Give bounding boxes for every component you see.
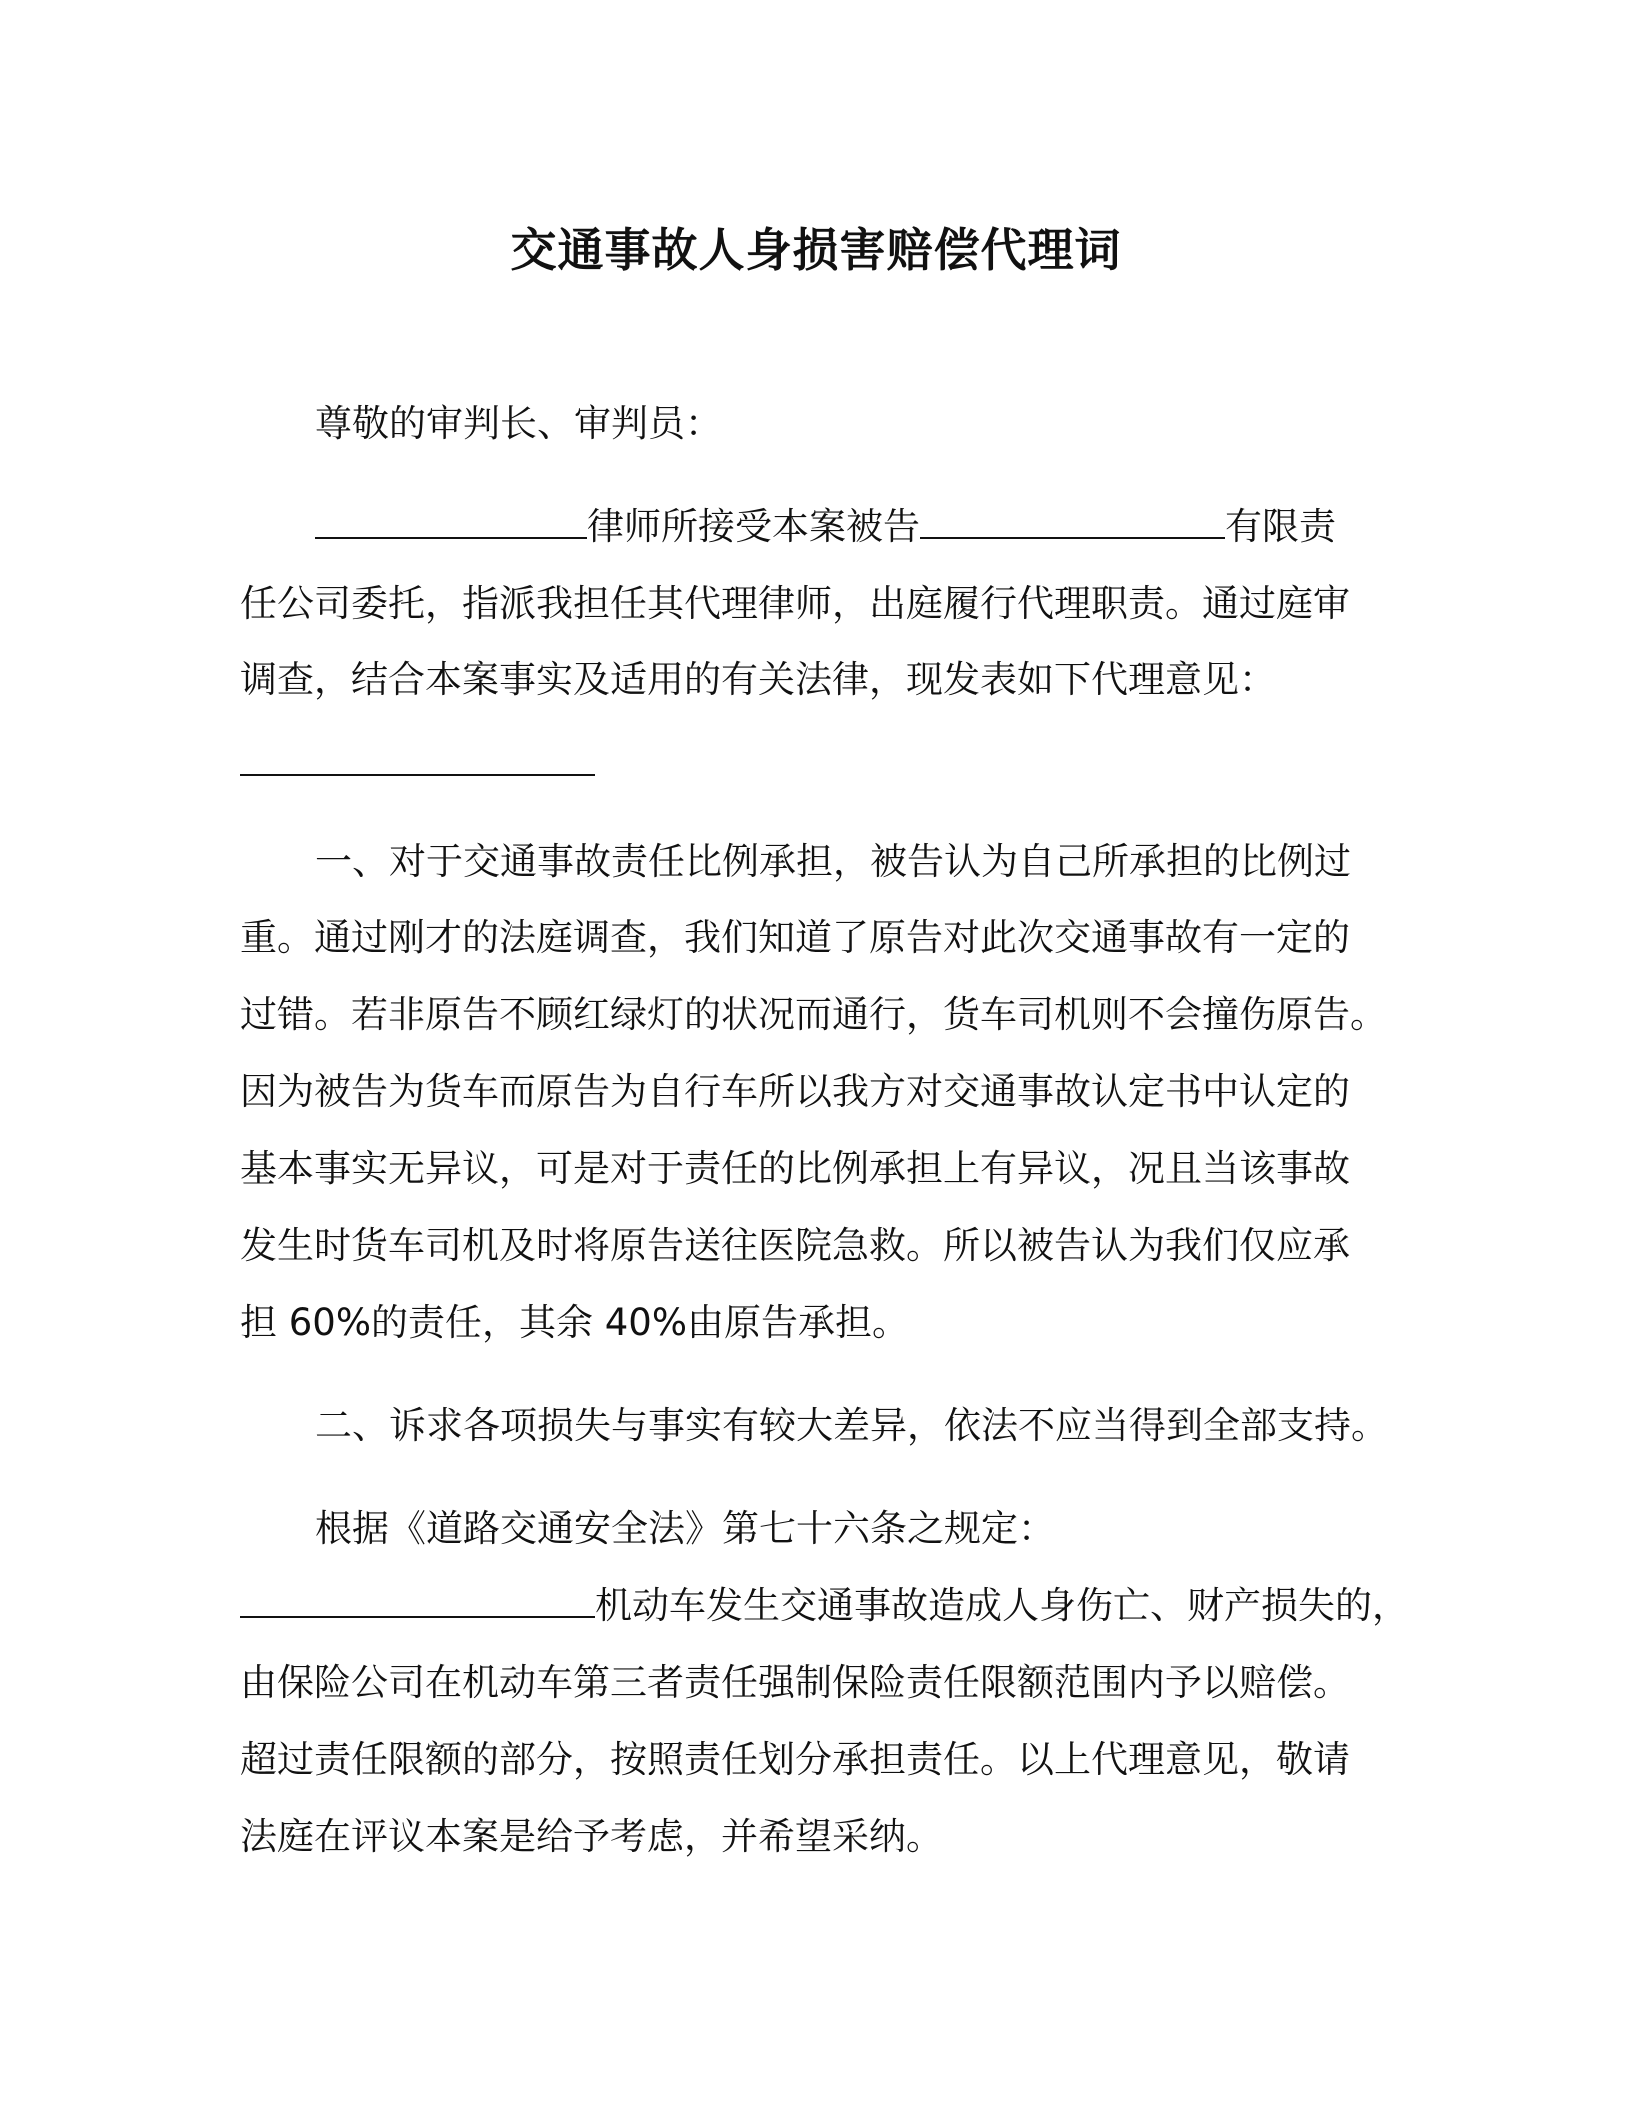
paragraph-4-line-3: 由保险公司在机动车第三者责任强制保险责任限额范围内予以赔偿。 (240, 1661, 1350, 1704)
paragraph-4-line-2 (240, 1582, 1409, 1630)
text-segment: 机动车发生交通事故造成人身伤亡、财产损失的， (595, 1584, 1409, 1627)
separator-blank-line (240, 740, 595, 788)
paragraph-2-line-3: 过错。若非原告不顾红绿灯的状况而通行，货车司机则不会撞伤原告。 (240, 993, 1387, 1036)
paragraph-2-line-4: 因为被告为货车而原告为自行车所以我方对交通事故认定书中认定的 (240, 1070, 1350, 1113)
paragraph-4-line-5: 法庭在评议本案是给予考虑，并希望采纳。 (240, 1815, 943, 1858)
paragraph-3-line-1: 二、诉求各项损失与事实有较大差异，依法不应当得到全部支持。 (315, 1404, 1388, 1447)
paragraph-2-line-7: 担 60%的责任，其余 40%由原告承担。 (240, 1301, 909, 1344)
paragraph-1-line-2: 任公司委托，指派我担任其代理律师，出庭履行代理职责。通过庭审 (240, 582, 1350, 625)
blank-company (920, 507, 1225, 539)
paragraph-2-line-2: 重。通过刚才的法庭调查，我们知道了原告对此次交通事故有一定的 (240, 916, 1350, 959)
text-segment: 律师所接受本案被告 (587, 505, 920, 548)
blank-separator (240, 744, 595, 776)
paragraph-1-line-3: 调查，结合本案事实及适用的有关法律，现发表如下代理意见： (240, 658, 1276, 701)
paragraph-4-line-4: 超过责任限额的部分，按照责任划分承担责任。以上代理意见，敬请 (240, 1738, 1350, 1781)
blank-article (240, 1586, 595, 1618)
salutation: 尊敬的审判长、审判员： (315, 402, 722, 445)
paragraph-4-line-1: 根据《道路交通安全法》第七十六条之规定： (315, 1507, 1055, 1550)
blank-law-firm (315, 507, 587, 539)
paragraph-2-line-1: 一、对于交通事故责任比例承担，被告认为自己所承担的比例过 (315, 840, 1351, 883)
document-title: 交通事故人身损害赔偿代理词 (510, 223, 1122, 277)
paragraph-1-line-1 (315, 503, 1336, 551)
text-segment: 有限责 (1225, 505, 1336, 548)
paragraph-2-line-5: 基本事实无异议，可是对于责任的比例承担上有异议，况且当该事故 (240, 1147, 1350, 1190)
paragraph-2-line-6: 发生时货车司机及时将原告送往医院急救。所以被告认为我们仅应承 (240, 1224, 1350, 1267)
